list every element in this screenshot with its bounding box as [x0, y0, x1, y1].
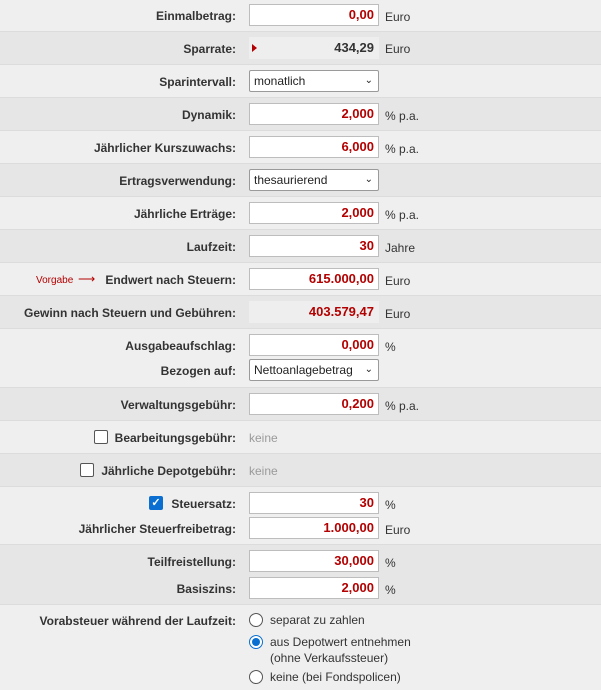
row-teilfreistellung: [0, 545, 601, 605]
steuersatz-unit: %: [385, 498, 396, 512]
row-vorabsteuer: [0, 605, 601, 690]
row-einmalbetrag: [0, 0, 601, 32]
ertragsverwendung-label: Ertragsverwendung:: [119, 174, 236, 188]
arrow-right-icon: ⟶: [78, 272, 96, 286]
depotgebuehr-value: keine: [249, 464, 278, 478]
ertragsverwendung-select[interactable]: [249, 169, 379, 191]
gewinn-unit: Euro: [385, 307, 411, 321]
verwaltungsgebuehr-input[interactable]: 0,200: [249, 393, 379, 415]
row-endwert: [0, 263, 601, 296]
endwert-unit: Euro: [385, 274, 411, 288]
gewinn-label: Gewinn nach Steuern und Gebühren:: [23, 306, 236, 320]
chevron-down-icon: ⌄: [364, 174, 373, 185]
vorabsteuer-option-depotwert: aus Depotwert entnehmen: [270, 635, 411, 649]
laufzeit-input[interactable]: 30: [249, 235, 379, 257]
dynamik-input[interactable]: 2,000: [249, 103, 379, 125]
row-ertragsverwendung: [0, 164, 601, 197]
sparrate-output: 434,29: [249, 37, 379, 59]
freibetrag-label: Jährlicher Steuerfreibetrag:: [78, 522, 236, 536]
vorabsteuer-radio-keine[interactable]: [249, 670, 263, 684]
vorabsteuer-label: Vorabsteuer während der Laufzeit:: [39, 614, 236, 628]
ertraege-label: Jährliche Erträge:: [133, 207, 236, 221]
freibetrag-input[interactable]: 1.000,00: [249, 517, 379, 539]
freibetrag-unit: Euro: [385, 523, 411, 537]
bearbeitungsgebuehr-value: keine: [249, 431, 278, 445]
sparintervall-label: Sparintervall:: [159, 75, 236, 89]
ertraege-unit: % p.a.: [385, 208, 420, 222]
row-bearbeitungsgebuehr: [0, 421, 601, 454]
row-laufzeit: [0, 230, 601, 263]
row-ertraege: [0, 197, 601, 230]
row-depotgebuehr: [0, 454, 601, 487]
ausgabeaufschlag-unit: %: [385, 340, 396, 354]
vorabsteuer-radio-depotwert[interactable]: [249, 635, 263, 649]
depotgebuehr-label: Jährliche Depotgebühr:: [101, 464, 236, 478]
vorabsteuer-radio-separat[interactable]: [249, 613, 263, 627]
chevron-down-icon: ⌄: [364, 364, 373, 375]
row-verwaltungsgebuehr: [0, 388, 601, 421]
basiszins-label: Basiszins:: [176, 582, 236, 596]
teilfreistellung-label: Teilfreistellung:: [147, 555, 236, 569]
target-marker-icon: [252, 44, 257, 52]
dynamik-label: Dynamik:: [181, 108, 236, 122]
bearbeitungsgebuehr-label: Bearbeitungsgebühr:: [114, 431, 236, 445]
ausgabeaufschlag-input[interactable]: 0,000: [249, 334, 379, 356]
chevron-down-icon: ⌄: [364, 75, 373, 86]
laufzeit-unit: Jahre: [385, 241, 416, 255]
row-ausgabeaufschlag: [0, 329, 601, 388]
basiszins-input[interactable]: 2,000: [249, 577, 379, 599]
einmalbetrag-input[interactable]: 0,00: [249, 4, 379, 26]
row-kurszuwachs: [0, 131, 601, 164]
sparrate-unit: Euro: [385, 42, 411, 56]
row-sparintervall: [0, 65, 601, 98]
endwert-label: Endwert nach Steuern:: [105, 273, 236, 287]
verwaltungsgebuehr-label: Verwaltungsgebühr:: [120, 398, 236, 412]
row-gewinn: [0, 296, 601, 329]
vorabsteuer-option-keine: keine (bei Fondspolicen): [270, 670, 401, 684]
basiszins-unit: %: [385, 583, 396, 597]
bezogen-label: Bezogen auf:: [160, 364, 236, 378]
vorabsteuer-option-separat: separat zu zahlen: [270, 613, 365, 627]
kurszuwachs-input[interactable]: 6,000: [249, 136, 379, 158]
steuersatz-checkbox[interactable]: [149, 496, 163, 510]
teilfreistellung-input[interactable]: 30,000: [249, 550, 379, 572]
row-sparrate: [0, 32, 601, 65]
check-icon: ✓: [151, 497, 161, 509]
bezogen-value: Nettoanlagebetrag: [254, 363, 353, 377]
row-dynamik: [0, 98, 601, 131]
ausgabeaufschlag-label: Ausgabeaufschlag:: [125, 339, 236, 353]
endwert-input[interactable]: 615.000,00: [249, 268, 379, 290]
sparintervall-value: monatlich: [254, 74, 306, 88]
vorabsteuer-option-depotwert-note: (ohne Verkaufssteuer): [270, 651, 389, 665]
bezogen-select[interactable]: [249, 359, 379, 381]
einmalbetrag-label: Einmalbetrag:: [155, 9, 236, 23]
sparintervall-select[interactable]: [249, 70, 379, 92]
verwaltungsgebuehr-unit: % p.a.: [385, 399, 420, 413]
teilfreistellung-unit: %: [385, 556, 396, 570]
kurszuwachs-unit: % p.a.: [385, 142, 420, 156]
gewinn-output: 403.579,47: [249, 301, 379, 323]
kurszuwachs-label: Jährlicher Kurszuwachs:: [93, 141, 236, 155]
steuersatz-input[interactable]: 30: [249, 492, 379, 514]
depotgebuehr-checkbox[interactable]: [80, 463, 94, 477]
laufzeit-label: Laufzeit:: [186, 240, 236, 254]
bearbeitungsgebuehr-checkbox[interactable]: [94, 430, 108, 444]
vorgabe-label: Vorgabe: [36, 275, 74, 286]
dynamik-unit: % p.a.: [385, 109, 420, 123]
sparrate-label: Sparrate:: [183, 42, 236, 56]
steuersatz-label: Steuersatz:: [171, 497, 236, 511]
ertraege-input[interactable]: 2,000: [249, 202, 379, 224]
row-steuersatz: [0, 487, 601, 545]
ertragsverwendung-value: thesaurierend: [254, 173, 328, 187]
einmalbetrag-unit: Euro: [385, 10, 411, 24]
